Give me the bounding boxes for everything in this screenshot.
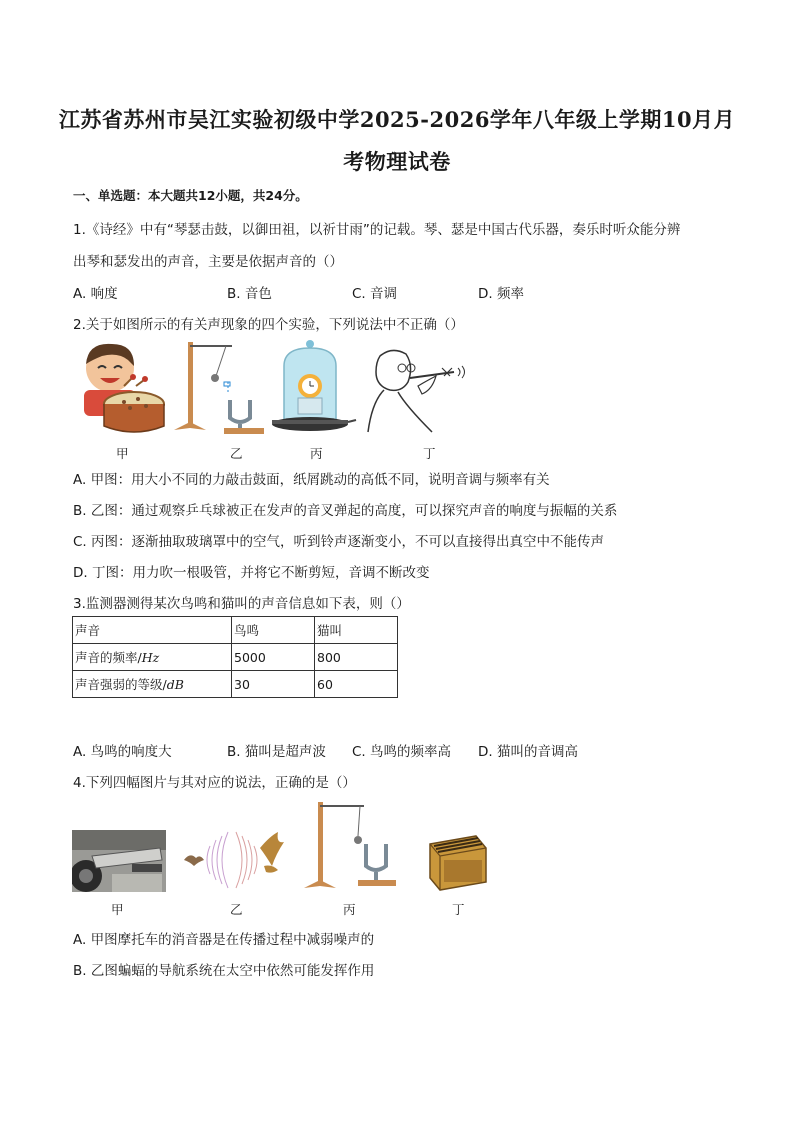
q4-caption-bing: 丙 — [343, 902, 356, 917]
table-cell: 30 — [232, 671, 315, 698]
q4-stem: 4.下列四幅图片与其对应的说法，正确的是（） — [73, 775, 356, 791]
q1-option-d: D. 频率 — [478, 286, 524, 302]
q2-option-c: C. 丙图：逐渐抽取玻璃罩中的空气，听到铃声逐渐变小，不可以直接得出真空中不能传声 — [73, 534, 605, 550]
exam-title-line2: 考物理试卷 — [343, 149, 451, 174]
q2-caption-yi: 乙 — [230, 446, 243, 461]
table-row — [73, 644, 398, 671]
table-cell: 60 — [315, 671, 398, 698]
q3-option-a: A. 鸟鸣的响度大 — [73, 744, 172, 760]
q4-caption-yi: 乙 — [230, 902, 243, 917]
q2-figure-tuning-fork — [168, 338, 268, 438]
q1-option-a: A. 响度 — [73, 286, 118, 302]
q1-option-b: B. 音色 — [227, 286, 272, 302]
q2-figure-drum-boy — [72, 338, 172, 438]
table-cell: 800 — [315, 644, 398, 671]
q2-figure-straw-man — [362, 346, 472, 436]
q2-caption-ding: 丁 — [423, 446, 436, 461]
exam-title-line1: 江苏省苏州市吴江实验初级中学2025-2026学年八年级上学期10月月 — [58, 107, 736, 132]
q3-sound-table — [72, 616, 398, 698]
q3-stem: 3.监测器测得某次鸟鸣和猫叫的声音信息如下表，则（） — [73, 596, 410, 612]
q4-figure-bats — [180, 826, 290, 894]
table-header-sound: 声音 — [73, 617, 232, 644]
table-header-bird: 鸟鸣 — [232, 617, 315, 644]
section-heading: 一、单选题：本大题共12小题，共24分。 — [73, 188, 308, 203]
q4-figure-tuning-fork — [298, 800, 398, 894]
table-cell-frequency-label: 声音的频率/Hz — [73, 644, 232, 671]
q2-option-a: A. 甲图：用大小不同的力敲击鼓面，纸屑跳动的高低不同，说明音调与频率有关 — [73, 472, 550, 488]
q1-option-c: C. 音调 — [352, 286, 398, 302]
q4-caption-jia: 甲 — [111, 902, 124, 917]
table-header-cat: 猫叫 — [315, 617, 398, 644]
q4-option-a: A. 甲图摩托车的消音器是在传播过程中减弱噪声的 — [73, 932, 375, 948]
q4-option-b: B. 乙图蝙蝠的导航系统在太空中依然可能发挥作用 — [73, 963, 375, 979]
table-row — [73, 617, 398, 644]
q4-caption-ding: 丁 — [452, 902, 465, 917]
q4-figure-instrument — [420, 830, 490, 892]
q2-option-b: B. 乙图：通过观察乒乓球被正在发声的音叉弹起的高度，可以探究声音的响度与振幅的关系 — [73, 503, 618, 519]
q2-option-d: D. 丁图：用力吹一根吸管，并将它不断剪短，音调不断改变 — [73, 565, 430, 581]
q3-option-b: B. 猫叫是超声波 — [227, 744, 326, 760]
q2-caption-bing: 丙 — [310, 446, 323, 461]
q2-caption-jia: 甲 — [116, 446, 129, 461]
q2-stem: 2.关于如图所示的有关声现象的四个实验，下列说法中不正确（） — [73, 317, 464, 333]
table-row — [73, 671, 398, 698]
q1-stem-line1: 1.《诗经》中有“琴瑟击鼓，以御田祖，以祈甘雨”的记载。琴、瑟是中国古代乐器，奏乐时听众能分辨 — [73, 222, 681, 238]
q1-stem-line2: 出琴和瑟发出的声音，主要是依据声音的（） — [73, 254, 343, 270]
q4-figure-muffler — [72, 830, 166, 892]
q2-figure-bell-jar — [268, 336, 358, 436]
table-cell: 5000 — [232, 644, 315, 671]
q3-option-d: D. 猫叫的音调高 — [478, 744, 578, 760]
q3-option-c: C. 鸟鸣的频率高 — [352, 744, 452, 760]
table-cell-level-label: 声音强弱的等级/dB — [73, 671, 232, 698]
